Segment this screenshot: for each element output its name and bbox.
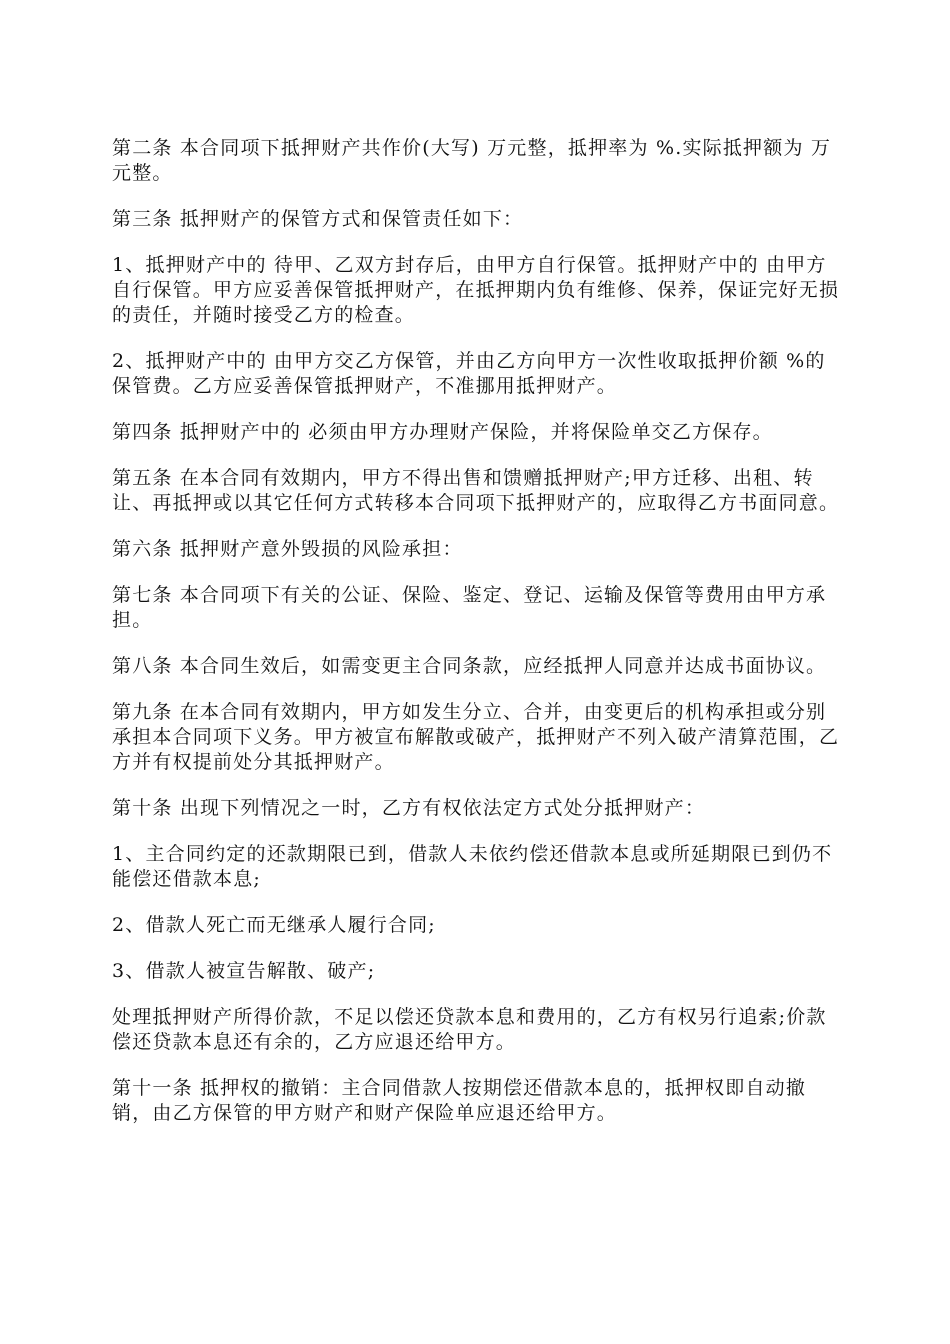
clause-3-custody-heading: 第三条 抵押财产的保管方式和保管责任如下：	[112, 208, 524, 230]
document-body	[112, 136, 844, 1147]
clause-6-risk: 第六条 抵押财产意外毁损的风险承担：	[112, 538, 463, 560]
clause-3-item-2: 2、抵押财产中的 由甲方交乙方保管，并由乙方向甲方一次性收取抵押价额 %的保管费。乙方应妥善保管抵押财产，不准挪用抵押财产。	[112, 350, 826, 397]
clause-10-item-3: 3、借款人被宣告解散、破产;	[112, 960, 376, 982]
clause-7-fees: 第七条 本合同项下有关的公证、保险、鉴定、登记、运输及保管等费用由甲方承担。	[112, 584, 827, 631]
clause-9-restructure: 第九条 在本合同有效期内，甲方如发生分立、合并，由变更后的机构承担或分别承担本合同项下义务。甲方被宣布解散或破产，抵押财产不列入破产清算范围，乙方并有权提前处分其抵押财产。	[112, 701, 840, 773]
clause-10-item-1: 1、主合同约定的还款期限已到，借款人未依约偿还借款本息或所延期限已到仍不能偿还借款本息;	[112, 843, 833, 890]
clause-3-item-1: 1、抵押财产中的 待甲、乙双方封存后，由甲方自行保管。抵押财产中的 由甲方自行保管。甲方应妥善保管抵押财产，在抵押期内负有维修、保养，保证完好无损的责任，并随时接受乙方的检查。	[112, 254, 840, 326]
clause-2-valuation: 第二条 本合同项下抵押财产共作价(大写) 万元整，抵押率为 %.实际抵押额为 万元整。	[112, 137, 832, 184]
clause-4-insurance: 第四条 抵押财产中的 必须由甲方办理财产保险，并将保险单交乙方保存。	[112, 421, 773, 443]
clause-11-revocation: 第十一条 抵押权的撤销：主合同借款人按期偿还借款本息的，抵押权即自动撤销，由乙方保管的甲方财产和财产保险单应退还给甲方。	[112, 1077, 807, 1124]
clause-10-disposal-heading: 第十条 出现下列情况之一时，乙方有权依法定方式处分抵押财产：	[112, 797, 706, 819]
clause-10-item-2: 2、借款人死亡而无继承人履行合同;	[112, 914, 436, 936]
clause-5-transfer: 第五条 在本合同有效期内，甲方不得出售和馈赠抵押财产;甲方迁移、出租、转让、再抵押或以其它任何方式转移本合同项下抵押财产的，应取得乙方书面同意。	[112, 467, 840, 514]
clause-10-proceeds: 处理抵押财产所得价款，不足以偿还贷款本息和费用的，乙方有权另行追索;价款偿还贷款本息还有余的，乙方应退还给甲方。	[112, 1006, 827, 1053]
clause-8-amendment: 第八条 本合同生效后，如需变更主合同条款，应经抵押人同意并达成书面协议。	[112, 655, 827, 677]
